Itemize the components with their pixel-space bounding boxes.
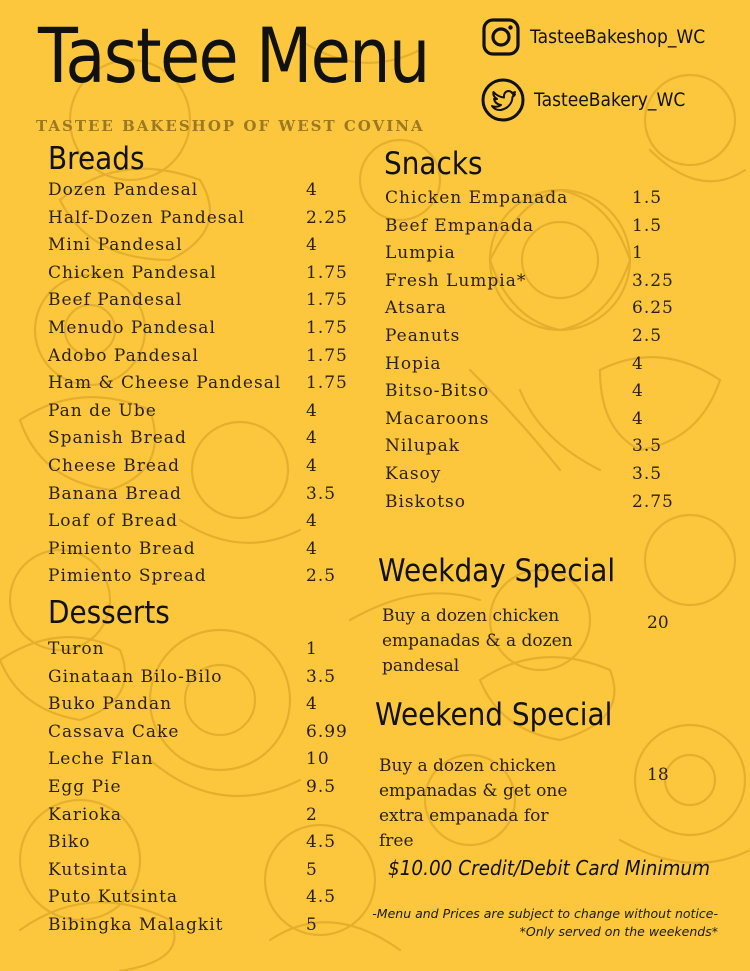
weekend-special-price: 18 [647,765,669,785]
menu-item-name: Spanish Bread [48,428,187,449]
menu-item-price: 1 [306,639,318,659]
menu-item [385,433,663,461]
menu-item-price: 1.75 [306,373,348,394]
menu-item [385,185,663,213]
menu-item-price: 3.5 [306,483,337,504]
menu-item [385,461,663,489]
menu-item [48,636,318,664]
menu-item-name: Menudo Pandesal [48,317,216,338]
menu-item-name: Kasoy [385,463,442,484]
menu-item-name: Karioka [48,804,123,825]
menu-item-price: 4 [632,408,644,429]
weekday-special-description: Buy a dozen chicken empanadas & a dozen pandesal [382,606,573,676]
menu-item [48,536,318,564]
menu-item [48,857,318,885]
menu-item-price: 9.5 [306,776,337,797]
menu-item-name: Fresh Lumpia* [385,270,527,291]
menu-item [385,213,663,241]
menu-item-price: 4.5 [306,887,337,908]
twitter-icon [480,77,526,123]
menu-item-price: 4.5 [306,832,337,853]
menu-item-price: 1.75 [306,345,348,366]
twitter-link[interactable] [480,77,702,123]
menu-item [385,295,674,323]
menu-item [48,912,318,940]
menu-item-price: 5 [306,859,318,880]
menu-item-name: Nilupak [385,436,461,457]
menu-item-name: Half-Dozen Pandesal [48,207,246,228]
menu-item-price: 2 [306,804,318,825]
menu-item [385,489,674,517]
menu-item-name: Bitso-Bitso [385,381,490,402]
snacks-heading: Snacks [384,146,483,182]
menu-item-name: Cassava Cake [48,721,180,742]
menu-item-price: 2.75 [632,491,674,512]
menu-item-name: Chicken Pandesal [48,262,217,283]
weekday-special-heading: Weekday Special [378,553,616,589]
menu-item-name: Beef Empanada [385,215,534,236]
card-minimum-notice: $10.00 Credit/Debit Card Minimum [388,856,710,880]
instagram-icon [480,16,522,58]
weekend-only-notice: *Only served on the weekends* [519,924,718,939]
menu-item-name: Beef Pandesal [48,290,183,311]
menu-item-price: 4 [306,428,318,449]
menu-item-price: 6.25 [632,298,674,319]
menu-item [48,802,318,830]
menu-item [48,177,318,205]
menu-item [48,563,337,591]
breads-heading: Breads [48,141,145,177]
menu-item [48,664,337,692]
menu-item [48,884,337,912]
menu-item [48,315,348,343]
menu-item [385,240,644,268]
menu-item [48,398,318,426]
twitter-handle: TasteeBakery_WC [534,89,686,111]
menu-item-name: Pimiento Spread [48,566,207,587]
menu-item-price: 2.5 [306,566,337,587]
menu-item-name: Atsara [385,298,447,319]
menu-item [48,260,348,288]
menu-item-name: Banana Bread [48,483,182,504]
menu-item-name: Mini Pandesal [48,235,183,256]
menu-item-name: Biskotso [385,491,466,512]
menu-item-name: Chicken Empanada [385,188,569,208]
menu-item-name: Egg Pie [48,776,122,797]
desserts-heading: Desserts [48,595,170,631]
menu-item-price: 3.5 [632,463,663,484]
menu-item-price: 1.75 [306,317,348,338]
menu-item-price: 2.25 [306,207,348,228]
menu-item-name: Loaf of Bread [48,511,178,532]
menu-item [385,351,644,379]
menu-item [385,378,644,406]
desserts-list [48,636,348,940]
menu-item-name: Turon [48,639,105,659]
menu-item [48,481,337,509]
menu-item [48,370,348,398]
menu-item-name: Peanuts [385,325,461,346]
menu-item [48,508,318,536]
menu-item [385,406,644,434]
menu-item-price: 4 [306,180,318,200]
menu-item-name: Kutsinta [48,859,129,880]
menu-item-name: Pan de Ube [48,400,157,421]
menu-item-price: 4 [632,353,644,374]
menu-item-price: 4 [306,400,318,421]
menu-item-price: 5 [306,914,318,935]
menu-item-price: 4 [306,511,318,532]
menu-item-name: Pimiento Bread [48,538,196,559]
menu-item [48,205,348,233]
menu-item-name: Ham & Cheese Pandesal [48,373,282,394]
menu-item-price: 4 [306,235,318,256]
bakeshop-subtitle: TASTEE BAKESHOP OF WEST COVINA [36,117,425,135]
menu-item-name: Buko Pandan [48,694,173,715]
menu-item [48,453,318,481]
menu-item [48,232,318,260]
menu-item-price: 4 [306,694,318,715]
price-change-notice: -Menu and Prices are subject to change without notice- [372,906,718,921]
menu-item-price: 4 [306,538,318,559]
menu-item [48,774,337,802]
menu-item-name: Ginataan Bilo-Bilo [48,666,223,687]
snacks-list [385,185,674,516]
instagram-link[interactable] [480,16,725,58]
menu-item-price: 1.75 [306,290,348,311]
menu-item [48,425,318,453]
menu-item [48,719,348,747]
menu-item-price: 2.5 [632,325,663,346]
menu-item-price: 3.25 [632,270,674,291]
weekday-special-price: 20 [647,613,669,633]
menu-item-name: Macaroons [385,408,490,429]
menu-item-price: 1.75 [306,262,348,283]
weekend-special-heading: Weekend Special [375,697,613,733]
menu-item [385,323,663,351]
menu-item-name: Hopia [385,353,442,374]
breads-list [48,177,348,591]
menu-item-name: Dozen Pandesal [48,180,199,200]
menu-item [385,268,674,296]
menu-item-name: Puto Kutsinta [48,887,179,908]
menu-item [48,691,318,719]
weekend-special-description: Buy a dozen chicken empanadas & get one extra empanada for free [379,756,568,851]
menu-item-price: 1 [632,243,644,264]
menu-item-price: 4 [306,455,318,476]
menu-item-name: Biko [48,832,91,853]
menu-item-price: 4 [632,381,644,402]
menu-item-price: 3.5 [632,436,663,457]
menu-item-name: Bibingka Malagkit [48,914,224,935]
menu-item-name: Cheese Bread [48,455,180,476]
menu-item [48,287,348,315]
menu-title: Tastee Menu [38,11,429,100]
menu-item-name: Lumpia [385,243,456,264]
menu-item-name: Adobo Pandesal [48,345,199,366]
menu-item-price: 3.5 [306,666,337,687]
menu-item [48,829,337,857]
menu-item-name: Leche Flan [48,749,154,770]
menu-item [48,746,330,774]
menu-item-price: 6.99 [306,721,348,742]
instagram-handle: TasteeBakeshop_WC [530,26,706,48]
menu-item-price: 1.5 [632,215,663,236]
menu-item [48,343,348,371]
menu-item-price: 1.5 [632,188,663,208]
menu-item-price: 10 [306,749,330,770]
